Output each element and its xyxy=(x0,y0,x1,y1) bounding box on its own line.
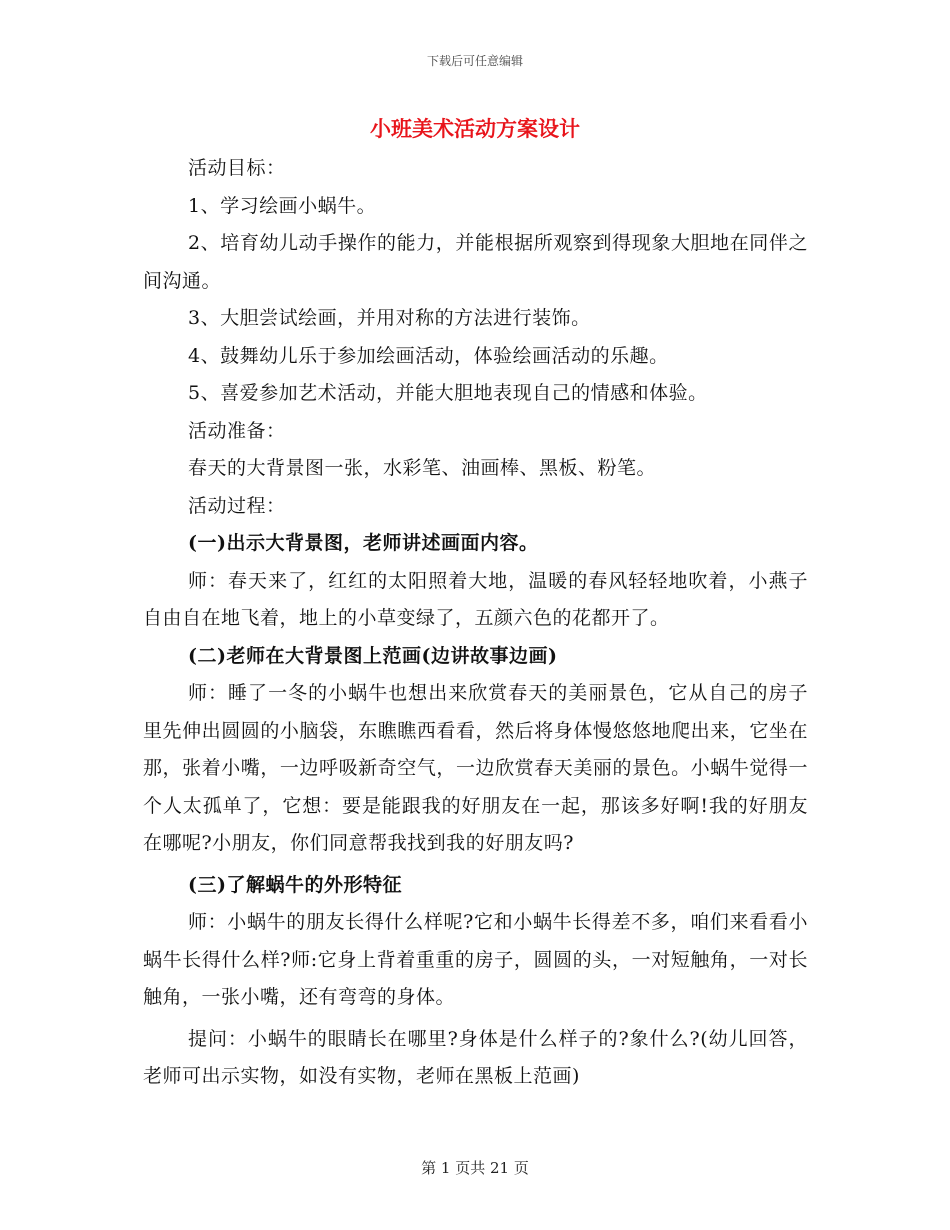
document-title: 小班美术活动方案设计 xyxy=(370,116,580,141)
step-heading-1: (一)出示大背景图，老师讲述画面内容。 xyxy=(188,532,539,554)
step-1-text: 师：春天来了，红红的太阳照着大地，温暖的春风轻轻地吹着，小燕子自由自在地飞着，地上的小草变绿了，五颜六色的花都开了。 xyxy=(143,569,808,629)
step-3-question: 提问：小蜗牛的眼睛长在哪里?身体是什么样子的?象什么?(幼儿回答，老师可出示实物，如没有实物，老师在黑板上范画) xyxy=(143,1027,808,1087)
section-heading-process: 活动过程： xyxy=(188,494,286,517)
goal-item-5: 5、喜爱参加艺术活动，并能大胆地表现自己的情感和体验。 xyxy=(188,382,708,404)
goal-item-2: 2、培育幼儿动手操作的能力，并能根据所观察到得现象大胆地在同伴之间沟通。 xyxy=(143,232,808,292)
page-footer: 第 1 页共 21 页 xyxy=(421,1159,529,1177)
step-2-text: 师：睡了一冬的小蜗牛也想出来欣赏春天的美丽景色，它从自己的房子里先伸出圆圆的小脑袋，东瞧瞧西看看，然后将身体慢悠悠地爬出来，它坐在那，张着小嘴，一边呼吸新奇空气，一边欣赏春天美丽的景色。小蜗牛觉得一个人太孤单了，它想：要是能跟我的好朋友在一起，那该多好啊!我的好朋友在哪呢?小朋友，你们同意帮我找到我的好朋友吗? xyxy=(143,682,808,854)
step-3-text: 师：小蜗牛的朋友长得什么样呢?它和小蜗牛长得差不多，咱们来看看小蜗牛长得什么样?师:它身上背着重重的房子，圆圆的头，一对短触角，一对长触角，一张小嘴，还有弯弯的身体。 xyxy=(143,911,808,1008)
document-body xyxy=(143,150,808,1096)
section-heading-goals: 活动目标： xyxy=(188,157,286,179)
goal-item-4: 4、鼓舞幼儿乐于参加绘画活动，体验绘画活动的乐趣。 xyxy=(188,344,669,367)
goal-item-3: 3、大胆尝试绘画，并用对称的方法进行装饰。 xyxy=(188,307,591,329)
step-heading-3: (三)了解蜗牛的外形特征 xyxy=(188,873,402,896)
preparation-text: 春天的大背景图一张，水彩笔、油画棒、黑板、粉笔。 xyxy=(188,457,657,479)
goal-item-1: 1、学习绘画小蜗牛。 xyxy=(188,194,377,217)
section-heading-preparation: 活动准备： xyxy=(188,419,286,442)
page-header: 下载后可任意编辑 xyxy=(426,54,523,68)
step-heading-2: (二)老师在大背景图上范画(边讲故事边画) xyxy=(188,644,558,667)
